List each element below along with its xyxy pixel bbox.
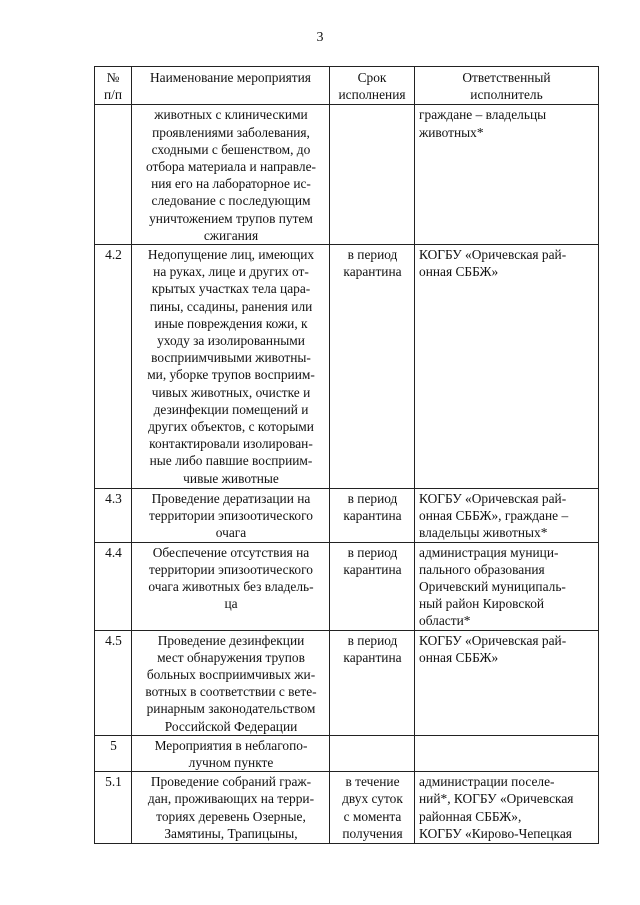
row-responsible: администрация муници- пального образования Оричевский муниципаль- ный район Кировской области* [415,542,599,630]
row-name: Проведение собраний граж- дан, проживающих на терри- ториях деревень Озерные, Замятины, Трапицыны, [132,772,330,844]
row-name: Мероприятия в неблагопо- лучном пункте [132,735,330,771]
row-responsible: КОГБУ «Оричевская рай- онная СББЖ» [415,245,599,489]
row-num: 4.5 [95,630,132,735]
row-term: в период карантина [330,542,415,630]
row-term: в течение двух суток с момента получения [330,772,415,844]
table-row [95,245,599,489]
row-num: 4.4 [95,542,132,630]
row-responsible: КОГБУ «Оричевская рай- онная СББЖ» [415,630,599,735]
row-term: в период карантина [330,630,415,735]
row-num: 5.1 [95,772,132,844]
table-row [95,489,599,543]
page-number: 3 [316,30,324,45]
table-row [95,735,599,771]
header-term: Срок исполнения [330,67,415,105]
table-row [95,772,599,844]
table-row [95,105,599,245]
row-num: 4.3 [95,489,132,543]
row-name: животных с клиническими проявлениями заболевания, сходными с бешенством, до отбора материала и направле- ния его на лабораторное ис- следование с последующим уничтожением трупов путем сжигания [132,105,330,245]
row-term: в период карантина [330,245,415,489]
header-responsible: Ответственный исполнитель [415,67,599,105]
measures-table [94,66,599,844]
row-name: Обеспечение отсутствия на территории эпизоотического очага животных без владель- ца [132,542,330,630]
row-responsible: граждане – владельцы животных* [415,105,599,245]
row-responsible [415,735,599,771]
row-num: 5 [95,735,132,771]
row-term [330,105,415,245]
header-name: Наименование мероприятия [132,67,330,105]
table-row [95,542,599,630]
row-num [95,105,132,245]
row-name: Проведение дератизации на территории эпизоотического очага [132,489,330,543]
row-responsible: КОГБУ «Оричевская рай- онная СББЖ», граждане – владельцы животных* [415,489,599,543]
row-name: Недопущение лиц, имеющих на руках, лице и других от- крытых участках тела цара- пины, ссадины, ранения или иные повреждения кожи, к уходу за изолированными восприимчивыми животны- ми, уборке трупов восприим- чивых животных, очистке и дезинфекции помещений и других объектов, с которыми контактировали изолирован- ные либо павшие восприим- чивые животные [132,245,330,489]
row-responsible: администрации поселе- ний*, КОГБУ «Оричевская районная СББЖ», КОГБУ «Кирово-Чепецкая [415,772,599,844]
row-num: 4.2 [95,245,132,489]
table-row [95,630,599,735]
header-num: № п/п [95,67,132,105]
row-term: в период карантина [330,489,415,543]
row-name: Проведение дезинфекции мест обнаружения трупов больных восприимчивых жи- вотных в соответствии с вете- ринарным законодательством Российской Федерации [132,630,330,735]
table-header-row [95,67,599,105]
row-term [330,735,415,771]
